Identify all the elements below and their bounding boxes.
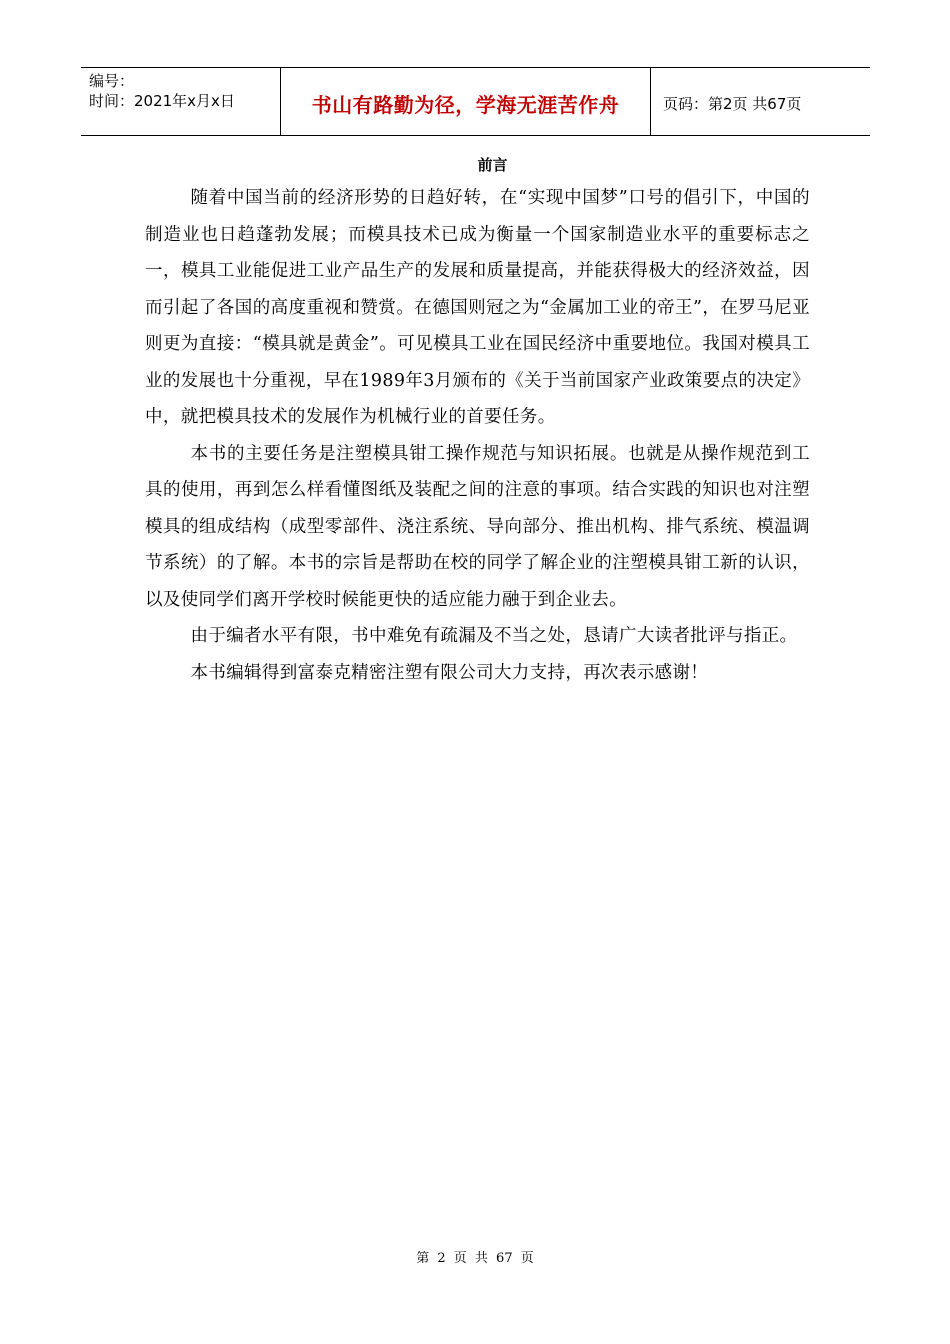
page-footer: 第 2 页 共 67 页 — [416, 1251, 534, 1266]
paragraph-2: 本书的主要任务是注塑模具钳工操作规范与知识拓展。也就是从操作规范到工具的使用，再到怎么样看懂图纸及装配之间的注意的事项。结合实践的知识也对注塑模具的组成结构（成型零部件、浇注系统、导向部分、推出机构、排气系统、模温调节系统）的了解。本书的宗旨是帮助在校的同学了解企业的注塑模具钳工新的认识，以及使同学们离开学校时候能更快的适应能力融于到企业去。 — [145, 443, 810, 610]
paragraph-3: 由于编者水平有限，书中难免有疏漏及不当之处，恳请广大读者批评与指正。 — [190, 626, 798, 646]
header-motto: 书山有路勤为径，学海无涯苦作舟 — [311, 93, 620, 117]
header-meta — [81, 68, 281, 135]
document-number-label: 编号： — [89, 72, 135, 90]
header-page-info: 页码：第2页 共67页 — [663, 95, 802, 113]
header-motto-cell — [281, 68, 651, 135]
document-date-label: 时间：2021年x月x日 — [89, 92, 235, 110]
paragraph-4: 本书编辑得到富泰克精密注塑有限公司大力支持，再次表示感谢！ — [190, 662, 709, 683]
page-header — [81, 67, 870, 136]
document-title: 前言 — [477, 156, 508, 174]
header-page-info-cell — [651, 68, 870, 135]
document-body — [145, 150, 810, 691]
paragraph-1: 随着中国当前的经济形势的日趋好转，在“实现中国梦”口号的倡引下，中国的制造业也日趋蓬勃发展；而模具技术已成为衡量一个国家制造业水平的重要标志之一，模具工业能促进工业产品生产的发展和质量提高，并能获得极大的经济效益，因而引起了各国的高度重视和赞赏。在德国则冠之为“金属加工业的帝王”，在罗马尼亚则更为直接：“模具就是黄金”。可见模具工业在国民经济中重要地位。我国对模具工业的发展也十分重视，早在1989年3月颁布的《关于当前国家产业政策要点的决定》中，就把模具技术的发展作为机械行业的首要任务。 — [145, 188, 810, 427]
